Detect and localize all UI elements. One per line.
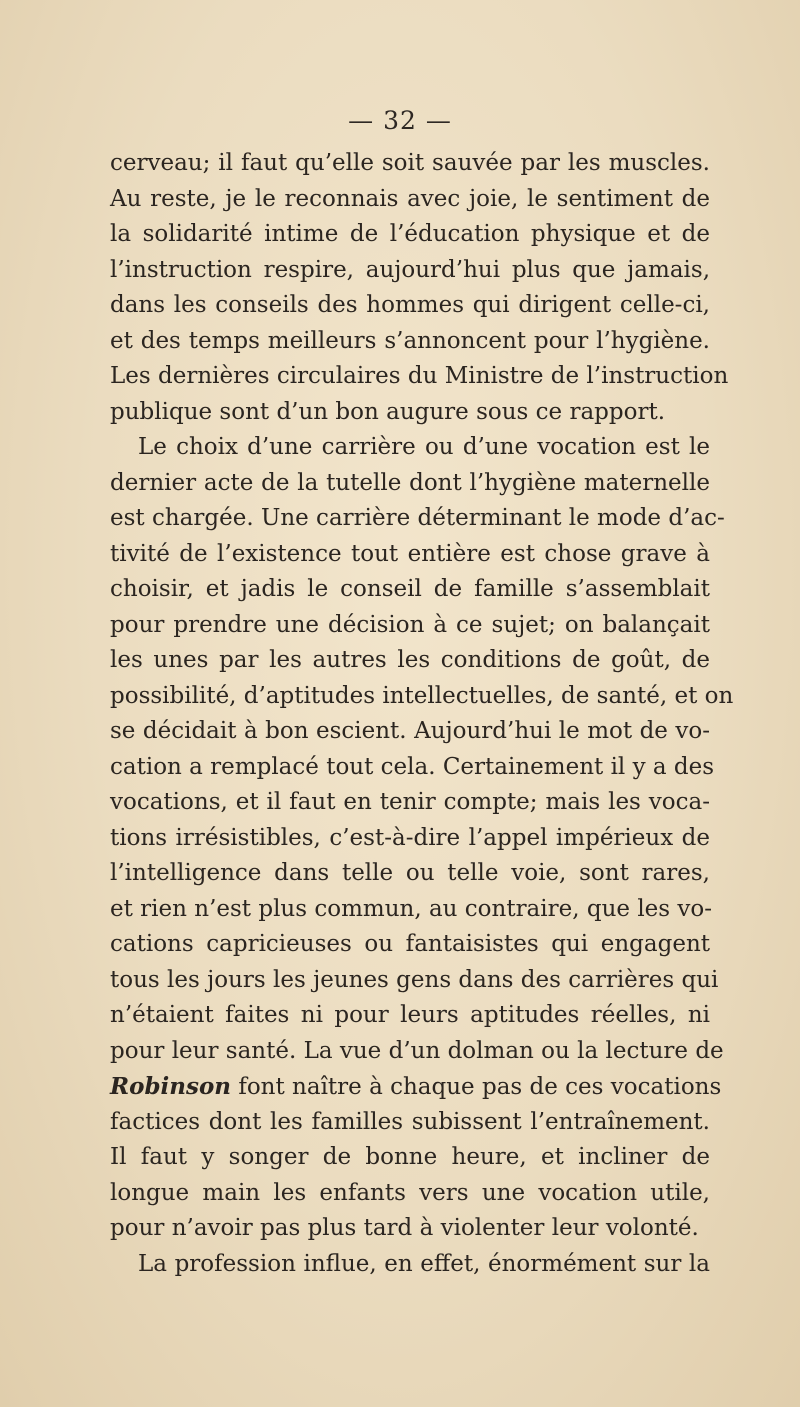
- text-line: les unes par les autres les conditions de goût, de: [110, 647, 710, 673]
- text-line: tous les jours les jeunes gens dans des carrières qui: [110, 966, 719, 993]
- text-line: dernier acte de la tutelle dont l’hygiène maternelle: [110, 469, 710, 496]
- text-line: la solidarité intime de l’éducation physique et de: [110, 221, 710, 247]
- text-line: publique sont d’un bon augure sous ce rapport.: [110, 398, 666, 425]
- text-line: dans les conseils des hommes qui dirigent celle-ci,: [110, 292, 710, 318]
- paragraph-first-line: La profession influe, en effet, énormément sur la: [138, 1250, 710, 1277]
- text-line: factices dont les familles subissent l’entraînement.: [110, 1108, 710, 1135]
- text-line: Il faut y songer de bonne heure, et incliner de: [110, 1144, 710, 1170]
- text-line: cerveau; il faut qu’elle soit sauvée par les muscles.: [110, 150, 710, 176]
- text-line: n’étaient faites ni pour leurs aptitudes réelles, ni: [110, 1002, 710, 1028]
- text-line: l’intelligence dans telle ou telle voie, sont rares,: [110, 860, 710, 886]
- body-text: [110, 146, 734, 1282]
- italic-title-robinson: Robinson: [110, 1073, 232, 1100]
- paragraph-first-line: Le choix d’une carrière ou d’une vocation est le: [138, 434, 710, 460]
- text-line-with-italic: [110, 1069, 722, 1105]
- text-line: pour prendre une décision à ce sujet; on balançait: [110, 611, 710, 638]
- text-line: cation a remplacé tout cela. Certainement il y a des: [110, 753, 715, 780]
- text-line: Les dernières circulaires du Ministre de l’instruction: [110, 363, 729, 389]
- text-line: et des temps meilleurs s’annoncent pour l’hygiène.: [110, 327, 710, 354]
- text-line: possibilité, d’aptitudes intellectuelles, de santé, et on: [110, 682, 734, 709]
- text-line: et rien n’est plus commun, au contraire, que les vo-: [110, 895, 713, 922]
- text-line: est chargée. Une carrière déterminant le mode d’ac-: [110, 505, 725, 531]
- text-line: se décidait à bon escient. Aujourd’hui le mot de vo-: [110, 718, 710, 744]
- text-line: Au reste, je le reconnais avec joie, le sentiment de: [110, 185, 710, 212]
- text-line: vocations, et il faut en tenir compte; mais les voca-: [110, 789, 710, 815]
- text-line: tions irrésistibles, c’est-à-dire l’appel impérieux de: [110, 824, 710, 851]
- text-line-rest: font naître à chaque pas de ces vocations: [231, 1074, 722, 1100]
- text-line: tivité de l’existence tout entière est chose grave à: [110, 540, 710, 567]
- text-line: cations capricieuses ou fantaisistes qui engagent: [110, 931, 710, 957]
- text-line: pour leur santé. La vue d’un dolman ou la lecture de: [110, 1037, 724, 1064]
- text-line: pour n’avoir pas plus tard à violenter leur volonté.: [110, 1215, 699, 1241]
- page-number: — 32 —: [348, 106, 452, 135]
- text-line: choisir, et jadis le conseil de famille s’assemblait: [110, 576, 710, 602]
- text-line: l’instruction respire, aujourd’hui plus que jamais,: [110, 256, 710, 283]
- text-line: longue main les enfants vers une vocation utile,: [110, 1179, 710, 1206]
